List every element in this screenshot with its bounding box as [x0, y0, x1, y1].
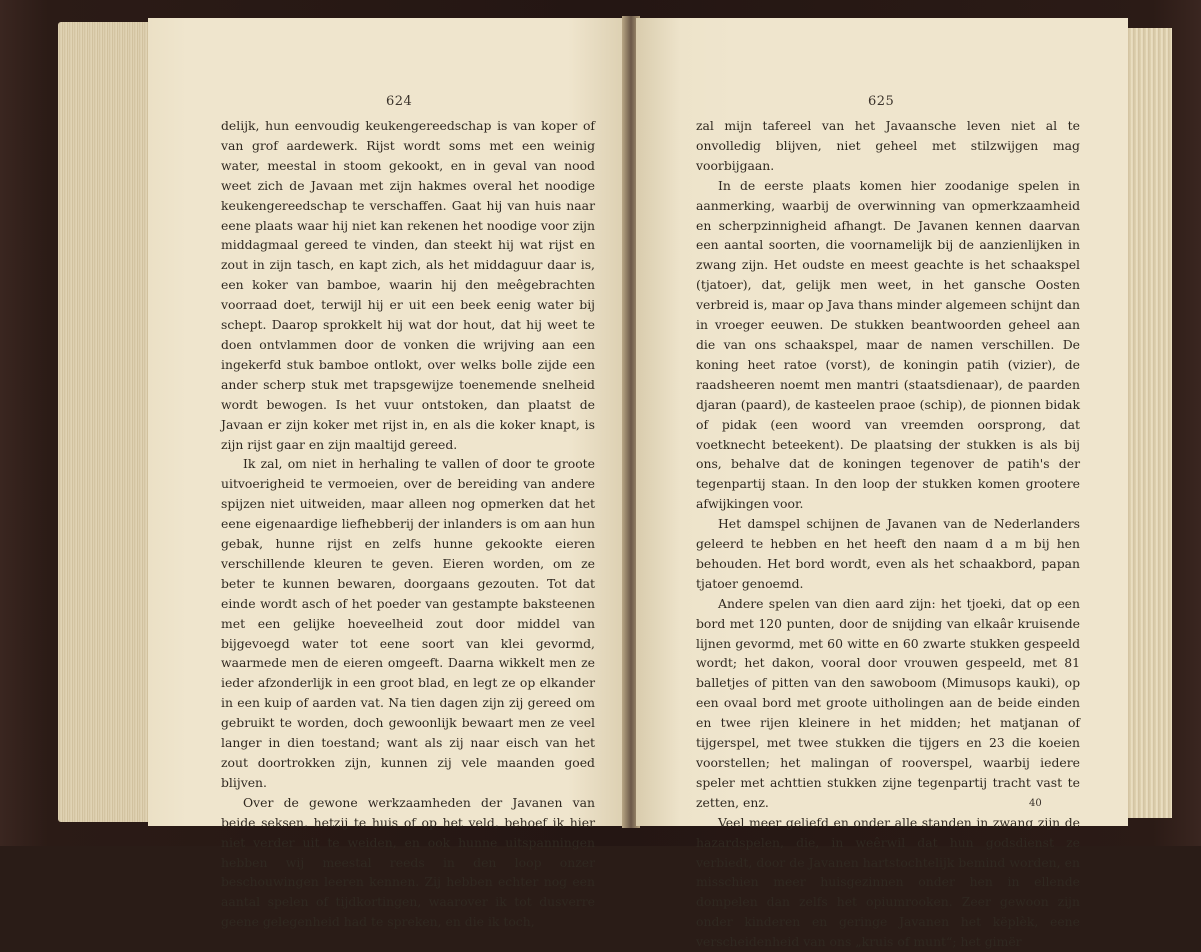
paragraph: In de eerste plaats komen hier zoodanige spelen in aanmerking, waarbij de overwinning van opmerkzaamheid en scherpzinnigheid afhangt. De Javanen kennen daarvan een aantal soorten, die voornamelijk bij de aanzienlijken in zwang zijn. Het oudste en meest geachte is het schaakspel (tjatoer), dat, gelijk men weet, in het gansche Oosten verbreid is, maar op Java thans minder algemeen schijnt dan in vroeger eeuwen. De stukken beantwoorden geheel aan die van ons schaakspel, maar de namen verschillen. De koning heet ratoe (vorst), de koningin patih (vizier), de raadsheeren noemt men mantri (staatsdienaar), de paarden djaran (paard), de kasteelen praoe (schip), de pionnen bidak of pidak (een woord van vreemden oorsprong, dat voetknecht beteekent). De plaatsing der stukken is als bij ons, behalve dat de koningen tegenover de patih's der tegenpartij staan. In den loop der stukken komen grootere afwijkingen voor. — [696, 177, 1080, 512]
paragraph: Ik zal, om niet in herhaling te vallen of door te groote uitvoerigheid te vermoeien, over de bereiding van andere spijzen niet uitweiden, maar alleen nog opmerken dat het eene eigenaardige liefhebberij der inlanders is om aan hun gebak, hunne rijst en zelfs hunne gekookte eieren verschillende kleuren te geven. Eieren worden, om ze beter te kunnen bewaren, doorgaans gezouten. Tot dat einde wordt asch of het poeder van gestampte baksteenen met een gelijke hoeveelheid zout door middel van bijgevoegd water tot eene soort van klei gevormd, waarmede men de eieren omgeeft. Daarna wikkelt men ze ieder afzonderlijk in een groot blad, en legt ze op elkander in een kuip of aarden vat. Na tien dagen zijn zij gereed om gebruikt te worden, doch gewoonlijk bewaart men ze veel langer in dien toestand; want als zij naar eisch van het zout doortrokken zijn, kunnen zij vele maanden goed blijven. — [221, 456, 595, 790]
right-page — [636, 18, 1128, 950]
page-edges-left — [58, 22, 150, 822]
paragraph: Veel meer geliefd en onder alle standen in zwang zijn de hazardspelen, die, in weêrwil dat hun godsdienst ze verbiedt, door de Javanen hartstochtelijk bemind worden, en misschien meer huisgezinnen onder hen in ellende dompelen dan zelfs het opiumrooken. Zeer gewoon zijn onder kinderen en geringe Javanen het këplèk, eene verscheidenheid van ons „kruis of munt“; het gimër — [696, 814, 1080, 950]
left-page — [148, 18, 626, 930]
signature-mark: 40 — [1029, 798, 1042, 809]
page-number: 624 — [386, 94, 413, 109]
page-text — [696, 116, 1080, 952]
page-number: 625 — [868, 94, 895, 109]
paragraph: delijk, hun eenvoudig keukengereedschap is van koper of van grof aardewerk. Rijst wordt soms met een weinig water, meestal in stoom gekookt, en in geval van nood weet zich de Javaan met zijn hakmes overal het noodige keukengereedschap te verschaffen. Gaat hij van huis naar eene plaats waar hij niet kan rekenen het noodige voor zijn middagmaal gereed te vinden, dan steekt hij wat rijst en zout in zijn tasch, en kapt zich, als het middaguur daar is, een koker van bamboe, waarin hij den meêgebrachten voorraad doet, terwijl hij er uit een beek eenig water bij schept. Daarop sprokkelt hij wat dor hout, dat hij weet te doen ontvlammen door de vonken die wrijving aan een ingekerfd stuk bamboe ontlokt, over welks bolle zijde een ander scherp stuk met trapsgewijze toenemende snelheid wordt bewogen. Is het vuur ontstoken, dan plaatst de Javaan er zijn koker met rijst in, en als die koker knapt, is zijn rijst gaar en zijn maaltijd gereed. — [221, 118, 595, 452]
page-text — [221, 116, 595, 932]
paragraph: Het damspel schijnen de Javanen van de Nederlanders geleerd te hebben en het heeft den naam d a m bij hen behouden. Het bord wordt, even als het schaakbord, papan tjatoer genoemd. — [696, 516, 1080, 591]
paragraph: Over de gewone werkzaamheden der Javanen van beide seksen, hetzij te huis of op het veld, behoef ik hier niet verder uit te weiden, en ook hunne uitspanningen hebben wij meestal reeds in den loop onzer beschouwingen leeren kennen. Zij hebben echter nog een aantal spelen of tijdkortingen, waarover ik tot dusverre geene gelegenheid had te spreken, en die ik toch, — [221, 794, 595, 930]
paragraph: zal mijn tafereel van het Javaansche leven niet al te onvolledig blijven, niet geheel met stilzwijgen mag voorbijgaan. — [696, 118, 1080, 173]
paragraph: Andere spelen van dien aard zijn: het tjoeki, dat op een bord met 120 punten, door de snijding van elkaâr kruisende lijnen gevormd, met 60 witte en 60 zwarte stukken gespeeld wordt; het dakon, vooral door vrouwen gespeeld, met 81 balletjes of pitten van den sawoboom (Mimusops kauki), op een ovaal bord met groote uitholingen aan de beide einden en twee rijen kleinere in het midden; het matjanan of tijgerspel, met twee stukken die tijgers en 23 die koeien voorstellen; het malingan of rooverspel, waarbij iedere speler met achttien stukken zijne tegenpartij tracht vast te zetten, enz. — [696, 595, 1080, 810]
